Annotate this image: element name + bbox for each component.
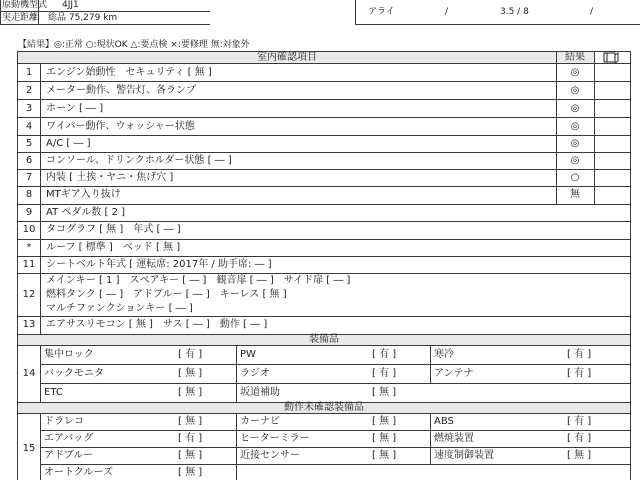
- unconfirmed-title: 動作未確認装備品: [284, 402, 364, 413]
- result-header: 結果: [565, 52, 585, 63]
- alignment-value: 3.5 / 8: [500, 7, 529, 17]
- row-result: ○: [570, 172, 580, 183]
- equipment-value: [ 有 ]: [372, 349, 397, 360]
- row-label: エンジン始動性 セキュリティ [ 無 ]: [46, 67, 212, 78]
- equipment-title: 装備品: [309, 334, 339, 345]
- row-label: コンソール、ドリンクホルダー状態 [ ― ]: [46, 155, 232, 166]
- slash-mark: /: [445, 7, 449, 17]
- alignment-label: アライ: [368, 7, 395, 17]
- equipment-item: バックモニタ: [44, 368, 104, 379]
- row-number: *: [26, 242, 32, 253]
- row-label: A/C [ ― ]: [46, 138, 91, 149]
- row-number: 15: [22, 443, 36, 454]
- mileage-value: 総品 75,279 km: [48, 13, 118, 23]
- row-label: AT ペダル数 [ 2 ]: [46, 207, 126, 218]
- row-label: ルーフ [ 標準 ] ベッド [ 無 ]: [46, 242, 181, 253]
- unconfirmed-item: 燃焼装置: [434, 433, 474, 444]
- row-12-line-2: 燃料タンク [ ― ] アドブルー [ ― ] キーレス [ 無 ]: [46, 289, 287, 300]
- equipment-item: PW: [240, 349, 256, 360]
- equipment-value: [ 無 ]: [178, 368, 203, 379]
- unconfirmed-value: [ 無 ]: [372, 450, 397, 461]
- row-number: 7: [25, 172, 33, 183]
- equipment-item: 集中ロック: [44, 349, 94, 360]
- equipment-value: [ 有 ]: [567, 349, 592, 360]
- unconfirmed-item: 速度制御装置: [434, 450, 494, 461]
- result-legend: 【結果】◎:正常 ○:現状OK △:要点検 ×:要修理 無:対象外: [18, 40, 250, 50]
- unconfirmed-value: [ 無 ]: [178, 416, 203, 427]
- unconfirmed-item: オートクルーズ: [44, 467, 113, 478]
- unconfirmed-item: アドブルー: [44, 450, 94, 461]
- equipment-item: ETC: [44, 387, 63, 398]
- unconfirmed-value: [ 無 ]: [372, 433, 397, 444]
- row-result: ◎: [570, 138, 580, 149]
- unconfirmed-value: [ 有 ]: [178, 433, 203, 444]
- unconfirmed-value: [ 無 ]: [178, 450, 203, 461]
- row-result: 無: [570, 189, 580, 200]
- equipment-item: 寒冷: [434, 349, 454, 360]
- unconfirmed-value: [ 無 ]: [372, 416, 397, 427]
- row-result: ◎: [570, 155, 580, 166]
- unconfirmed-value: [ 有 ]: [567, 433, 592, 444]
- slash-mark: /: [590, 7, 594, 17]
- row-result: ◎: [570, 121, 580, 132]
- row-result: ◎: [570, 67, 580, 78]
- row-number: 1: [25, 67, 33, 78]
- row-label: エアサスリモコン [ 無 ] サス [ ― ] 動作 [ ― ]: [46, 319, 268, 330]
- equipment-value: [ 有 ]: [178, 349, 203, 360]
- row-result: ◎: [570, 103, 580, 114]
- row-number: 12: [22, 289, 36, 300]
- row-result: ◎: [570, 85, 580, 96]
- unconfirmed-value: [ 有 ]: [567, 416, 592, 427]
- equipment-value: [ 無 ]: [178, 387, 203, 398]
- unconfirmed-value: [ 無 ]: [178, 467, 203, 478]
- table-title: 室内確認項目: [257, 52, 317, 63]
- engine-type-label: 原動機型式: [2, 0, 48, 10]
- unconfirmed-value: [ 無 ]: [567, 450, 592, 461]
- mileage-label: 実走距離: [2, 13, 39, 23]
- row-label: タコグラフ [ 無 ] 年式 [ ― ]: [46, 224, 181, 235]
- row-12-line-3: マルチファンクションキー [ ― ]: [46, 303, 193, 314]
- row-number: 9: [25, 207, 33, 218]
- equipment-value: [ 有 ]: [567, 368, 592, 379]
- row-12-line-1: メインキー [ 1 ] スペアキー [ ― ] 観音扉 [ ― ] サイド扉 [ ― ]: [46, 275, 351, 286]
- row-label: ワイパー動作、ウォッシャー状態: [46, 121, 195, 132]
- row-number: 6: [25, 155, 33, 166]
- equipment-item: 坂道補助: [240, 387, 280, 398]
- row-number: 2: [25, 85, 33, 96]
- row-number: 14: [22, 368, 36, 379]
- unconfirmed-item: 近接センサー: [240, 450, 300, 461]
- row-number: 13: [22, 319, 36, 330]
- row-label: メーター動作、警告灯、各ランプ: [46, 85, 196, 96]
- equipment-value: [ 無 ]: [372, 387, 397, 398]
- row-label: MTギア入り抜け: [46, 189, 121, 200]
- equipment-value: [ 有 ]: [372, 368, 397, 379]
- row-number: 8: [25, 189, 33, 200]
- unconfirmed-item: カーナビ: [240, 416, 280, 427]
- unconfirmed-item: エアバッグ: [44, 433, 94, 444]
- unconfirmed-item: ヒーターミラー: [240, 433, 310, 444]
- unconfirmed-item: ドラレコ: [44, 416, 84, 427]
- equipment-item: アンテナ: [434, 368, 474, 379]
- row-number: 11: [22, 259, 36, 270]
- row-number: 4: [25, 121, 33, 132]
- engine-type-value: 4JJ1: [62, 0, 79, 10]
- row-label: シートベルト年式 [ 運転席: 2017年 / 助手席: ― ]: [46, 259, 272, 270]
- row-label: ホーン [ ― ]: [46, 103, 104, 114]
- unconfirmed-item: ABS: [434, 416, 454, 427]
- row-number: 3: [25, 103, 33, 114]
- row-number: 10: [22, 224, 36, 235]
- notebook-icon: [603, 52, 619, 63]
- equipment-item: ラジオ: [240, 368, 270, 379]
- row-number: 5: [25, 138, 33, 149]
- row-label: 内装 [ 土挨・ヤニ・焦げ穴 ]: [46, 172, 174, 183]
